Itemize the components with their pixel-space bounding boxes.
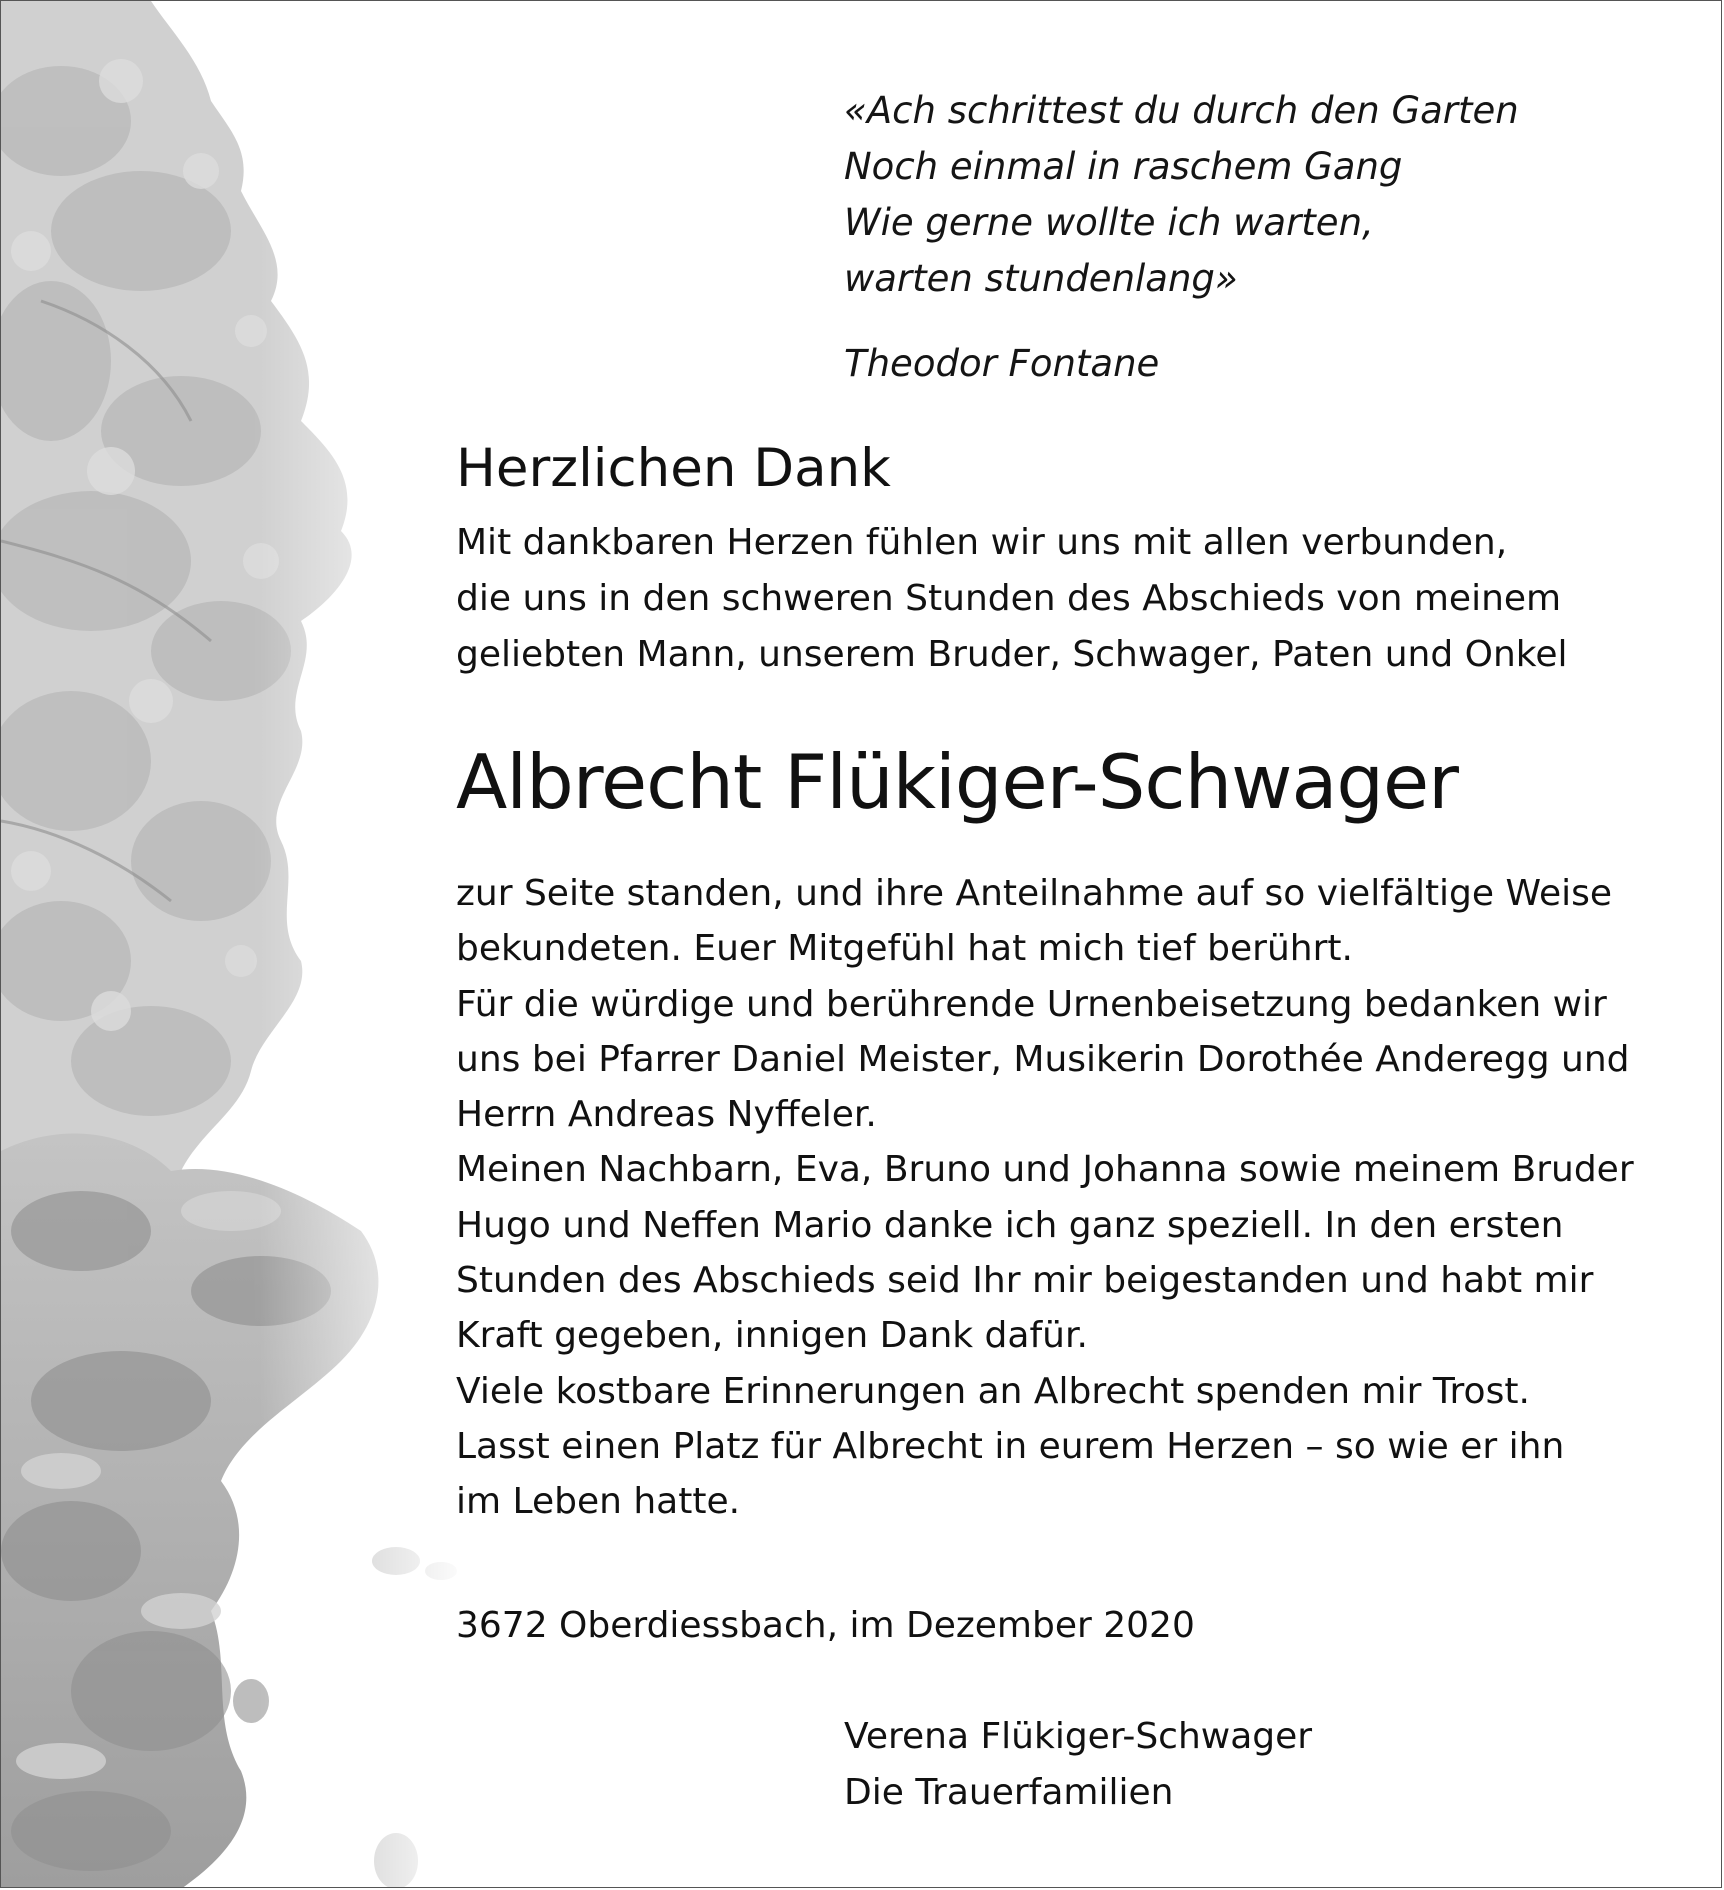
signature-line: Die Trauerfamilien [844,1772,1174,1813]
body-line: bekundeten. Euer Mitgefühl hat mich tief berührt. [456,928,1353,970]
body-line: Stunden des Abschieds seid Ihr mir beigestanden und habt mir [456,1260,1594,1302]
verse-line: Noch einmal in raschem Gang [844,145,1403,188]
body-line: Viele kostbare Erinnerungen an Albrecht spenden mir Trost. [456,1370,1530,1412]
body-line: zur Seite standen, und ihre Anteilnahme auf so vielfältige Weise [456,873,1613,914]
body-line: Lasst einen Platz für Albrecht in eurem Herzen – so wie er ihn [456,1425,1565,1467]
deceased-name: Albrecht Flükiger-Schwager [456,738,1458,826]
body-line: Kraft gegeben, innigen Dank dafür. [456,1315,1088,1357]
place-date: 3672 Oberdiessbach, im Dezember 2020 [456,1605,1195,1646]
tree-and-rocks-image [1,1,471,1888]
body-line: Hugo und Neffen Mario danke ich ganz speziell. In den ersten [456,1204,1564,1246]
body-line: uns bei Pfarrer Daniel Meister, Musikerin Dorothée Anderegg und [456,1038,1630,1080]
verse-line: «Ach schrittest du durch den Garten [844,89,1519,132]
intro-line: die uns in den schweren Stunden des Abschieds von meinem [456,578,1562,619]
quote-verse [844,83,1519,307]
intro-line: Mit dankbaren Herzen fühlen wir uns mit allen verbunden, [456,522,1508,563]
signature-block [844,1709,1312,1821]
page-heading: Herzlichen Dank [456,438,891,499]
body-line: Meinen Nachbarn, Eva, Bruno und Johanna sowie meinem Bruder [456,1149,1634,1191]
intro-paragraph [456,515,1568,683]
body-line: Für die würdige und berührende Urnenbeisetzung bedanken wir [456,983,1607,1025]
quote-author: Theodor Fontane [844,342,1160,385]
intro-line: geliebten Mann, unserem Bruder, Schwager, Paten und Onkel [456,634,1568,675]
verse-line: Wie gerne wollte ich warten, [844,201,1374,244]
signature-line: Verena Flükiger-Schwager [844,1716,1313,1757]
body-line: im Leben hatte. [456,1481,741,1523]
verse-line: warten stundenlang» [844,257,1238,300]
body-line: Herrn Andreas Nyffeler. [456,1094,877,1136]
body-paragraph [456,866,1634,1530]
